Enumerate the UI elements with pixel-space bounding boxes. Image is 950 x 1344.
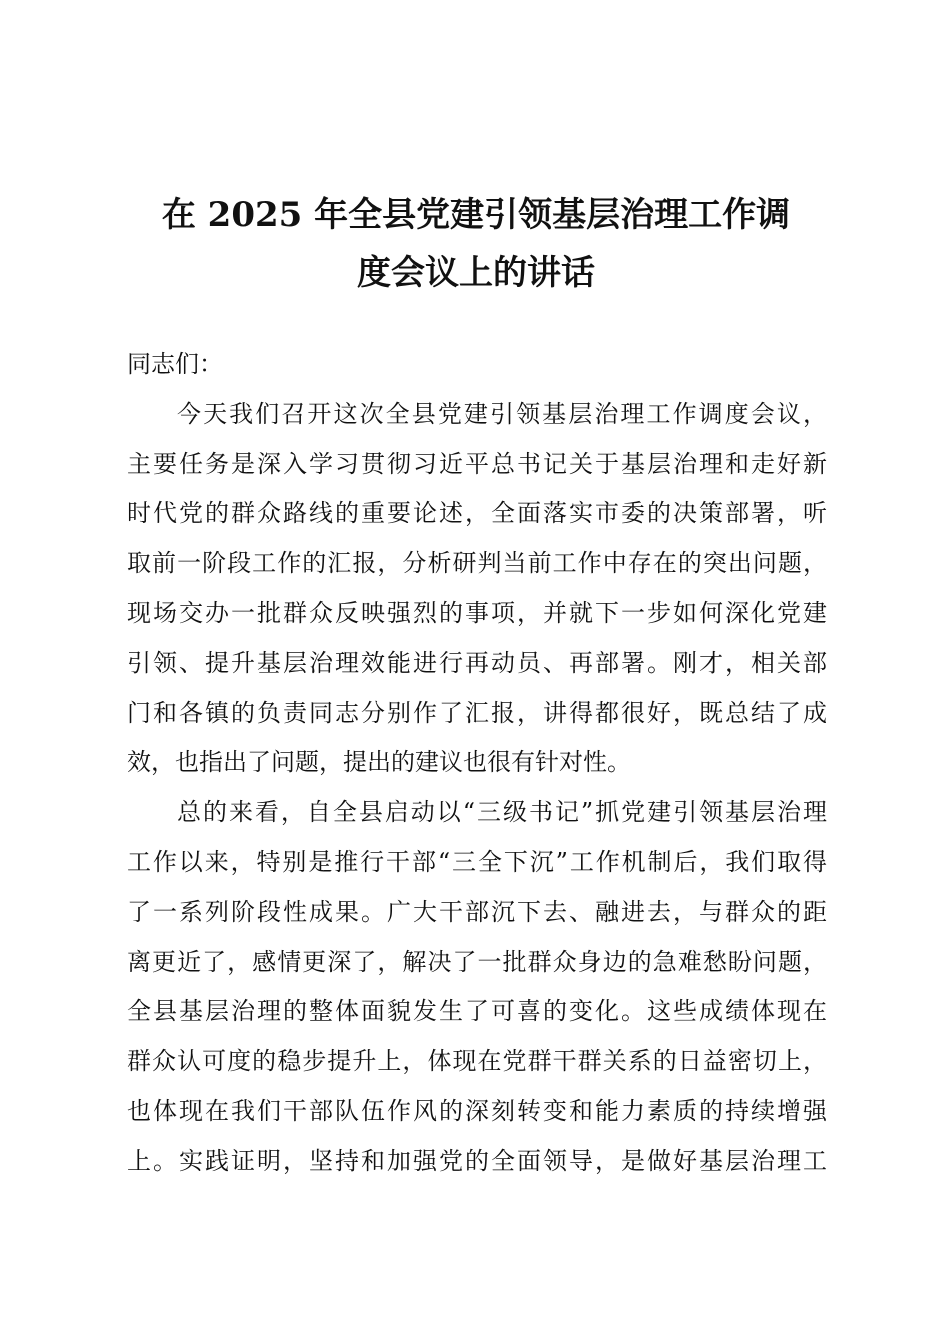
paragraph-line: 了一系列阶段性成果。广大干部沉下去、融进去，与群众的距 bbox=[127, 897, 827, 926]
title-line: 度会议上的讲话 bbox=[357, 253, 595, 293]
paragraph-line: 全县基层治理的整体面貌发生了可喜的变化。这些成绩体现在 bbox=[127, 997, 827, 1026]
paragraph-line: 也体现在我们干部队伍作风的深刻转变和能力素质的持续增强 bbox=[127, 1096, 827, 1125]
paragraph-line: 时代党的群众路线的重要论述，全面落实市委的决策部署，听 bbox=[127, 499, 827, 528]
paragraph-line: 工作以来，特别是推行干部“三全下沉”工作机制后，我们取得 bbox=[127, 847, 827, 876]
paragraph bbox=[127, 390, 827, 788]
paragraph-line: 效，也指出了问题，提出的建议也很有针对性。 bbox=[127, 748, 631, 777]
greeting: 同志们： bbox=[127, 350, 223, 378]
document-title bbox=[127, 186, 825, 302]
title-line: 在 2025 年全县党建引领基层治理工作调 bbox=[161, 195, 791, 235]
document-body bbox=[127, 340, 827, 1187]
paragraph bbox=[127, 788, 827, 1186]
paragraph-line: 总的来看，自全县启动以“三级书记”抓党建引领基层治理 bbox=[177, 798, 827, 827]
paragraph-line: 群众认可度的稳步提升上，体现在党群干群关系的日益密切上， bbox=[127, 1047, 827, 1076]
paragraph-line: 门和各镇的负责同志分别作了汇报，讲得都很好，既总结了成 bbox=[127, 698, 827, 727]
paragraph-line: 离更近了，感情更深了，解决了一批群众身边的急难愁盼问题， bbox=[127, 947, 827, 976]
paragraph-line: 取前一阶段工作的汇报，分析研判当前工作中存在的突出问题， bbox=[127, 549, 827, 578]
paragraph-line: 引领、提升基层治理效能进行再动员、再部署。刚才，相关部 bbox=[127, 648, 827, 677]
paragraph-line: 现场交办一批群众反映强烈的事项，并就下一步如何深化党建 bbox=[127, 598, 827, 627]
paragraph-line: 上。实践证明，坚持和加强党的全面领导，是做好基层治理工 bbox=[127, 1146, 827, 1175]
paragraph-line: 今天我们召开这次全县党建引领基层治理工作调度会议， bbox=[177, 399, 827, 428]
paragraph-line: 主要任务是深入学习贯彻习近平总书记关于基层治理和走好新 bbox=[127, 449, 827, 478]
